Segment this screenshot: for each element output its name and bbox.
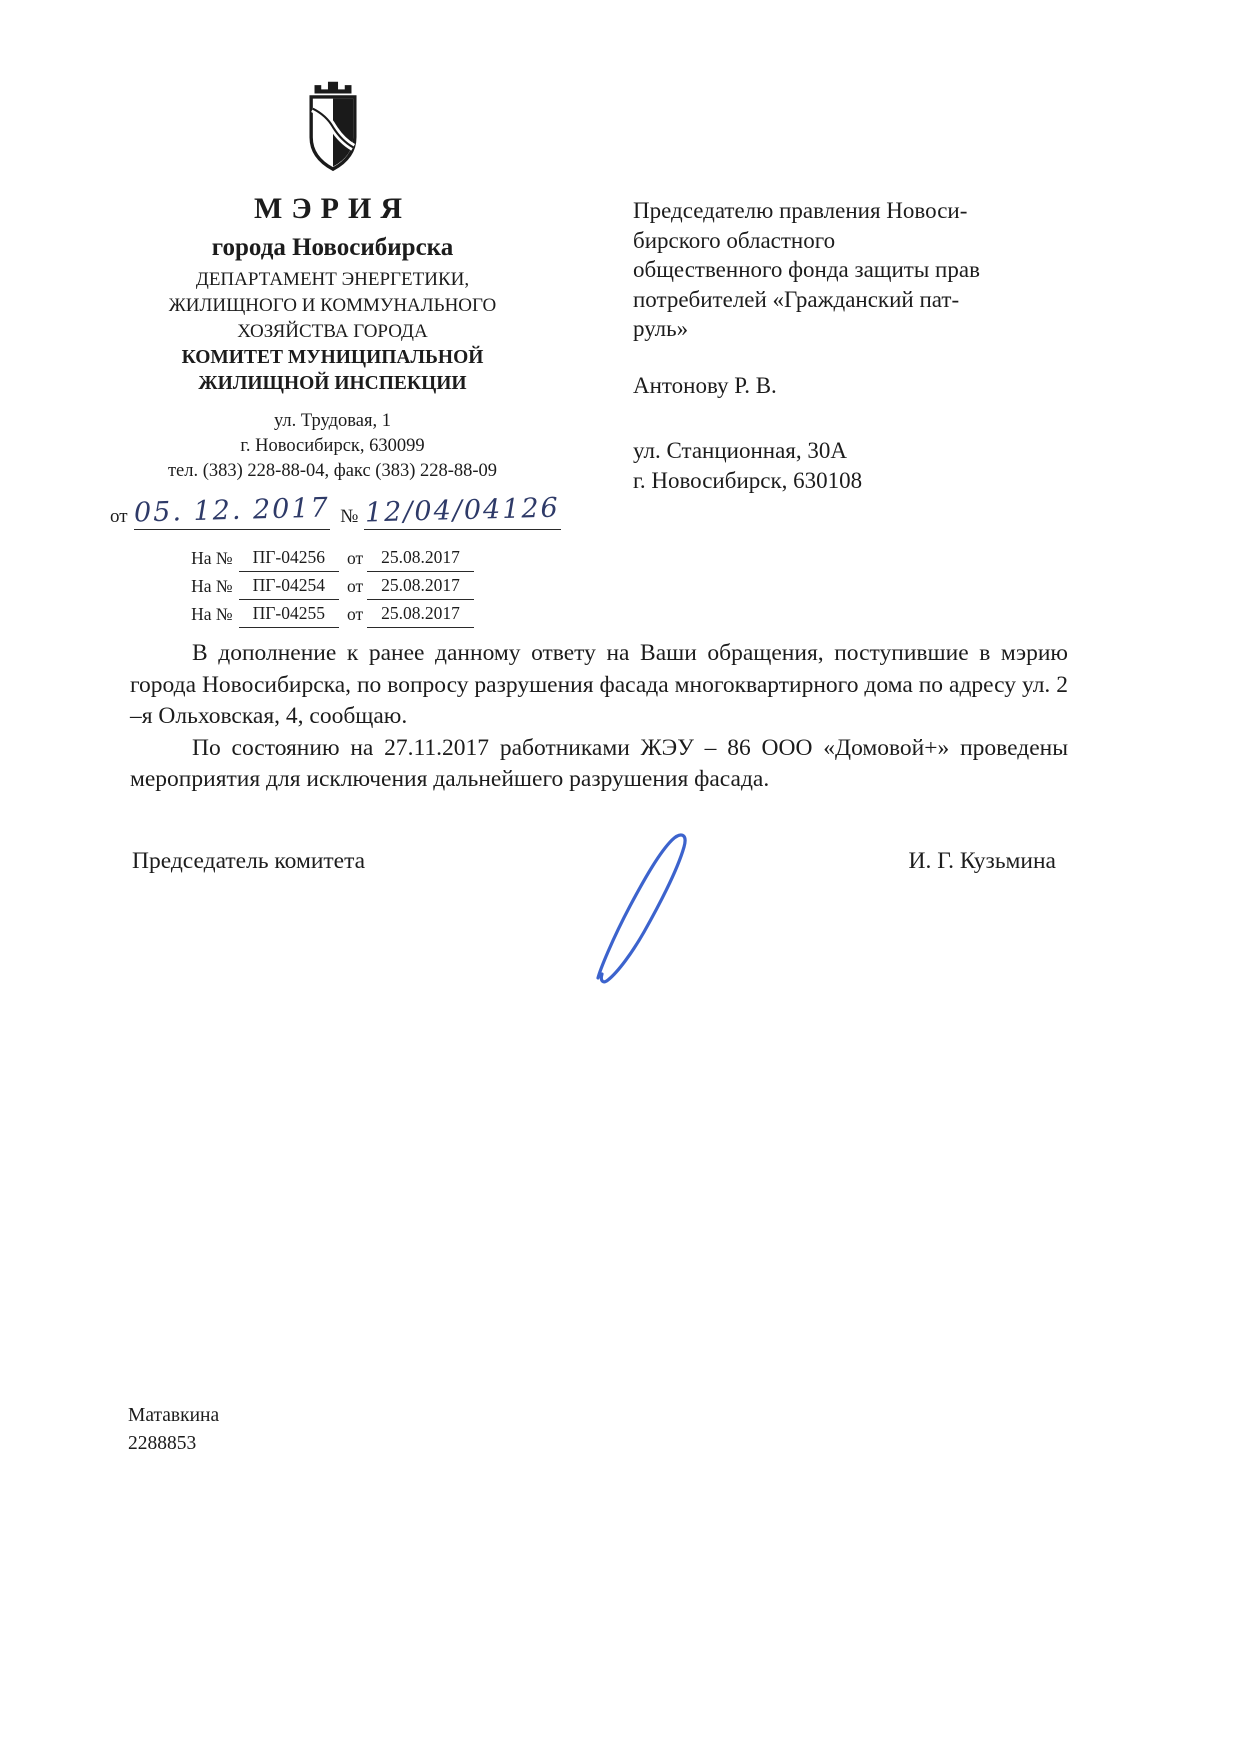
dept-line-1: ДЕПАРТАМЕНТ ЭНЕРГЕТИКИ, bbox=[195, 269, 470, 290]
addressee-city: г. Новосибирск, 630108 bbox=[633, 467, 863, 493]
org-address-block bbox=[100, 409, 565, 484]
executor-name: Матавкина bbox=[128, 1405, 220, 1426]
emblem-wrap bbox=[100, 80, 565, 176]
ref-from-label: от bbox=[346, 548, 364, 568]
ref-from-label: от bbox=[346, 576, 364, 596]
org-address-city: г. Новосибирск, 630099 bbox=[240, 436, 425, 456]
org-name-mayor: МЭРИЯ bbox=[254, 192, 411, 225]
outgoing-date-number-row bbox=[100, 490, 565, 530]
committee-line-2: ЖИЛИЩНОЙ ИНСПЕКЦИИ bbox=[198, 373, 467, 394]
org-phone-fax: тел. (383) 228-88-04, факс (383) 228-88-09 bbox=[167, 461, 498, 481]
ref-number: ПГ-04256 bbox=[239, 544, 339, 572]
ref-date: 25.08.2017 bbox=[367, 600, 474, 628]
executor-block bbox=[128, 1402, 219, 1458]
novosibirsk-coat-of-arms-icon bbox=[291, 80, 375, 176]
addressee-name: Антонову Р. В. bbox=[633, 372, 777, 398]
letter-body bbox=[130, 638, 1068, 796]
addressee-block bbox=[633, 196, 1083, 495]
date-label: от bbox=[110, 506, 128, 527]
letterhead bbox=[100, 80, 565, 628]
executor-phone: 2288853 bbox=[128, 1433, 197, 1454]
addressee-street: ул. Станционная, 30А bbox=[633, 438, 847, 463]
signer-name: И. Г. Кузьмина bbox=[908, 848, 1056, 874]
signer-position: Председатель комитета bbox=[132, 848, 366, 874]
addressee-line-2: бирского областного bbox=[633, 227, 836, 253]
addressee-line-1: Председателю правления Новоси- bbox=[633, 198, 968, 223]
handwritten-number: 12/04/04126 bbox=[364, 492, 561, 529]
reference-row bbox=[100, 544, 565, 572]
reference-row bbox=[100, 572, 565, 600]
ref-number: ПГ-04254 bbox=[239, 572, 339, 600]
addressee-line-3: общественного фонда защиты прав bbox=[633, 257, 980, 282]
reference-row bbox=[100, 600, 565, 628]
ref-date: 25.08.2017 bbox=[367, 544, 474, 572]
org-address-street: ул. Трудовая, 1 bbox=[274, 411, 391, 431]
outgoing-date-field bbox=[133, 492, 331, 530]
ref-number: ПГ-04255 bbox=[239, 600, 339, 628]
dept-line-2: ЖИЛИЩНОГО И КОММУНАЛЬНОГО bbox=[168, 295, 497, 316]
ref-from-label: от bbox=[346, 604, 364, 624]
outgoing-number-field bbox=[364, 492, 561, 530]
ref-label: На № bbox=[191, 604, 233, 624]
dept-line-3: ХОЗЯЙСТВА ГОРОДА bbox=[237, 321, 428, 342]
addressee-line-5: руль» bbox=[633, 316, 689, 341]
body-paragraph-2: По состоянию на 27.11.2017 работниками ЖЭУ – 86 ООО «Домовой+» проведены мероприятия для исключения дальнейшего разрушения фасада. bbox=[130, 734, 1068, 792]
addressee-line-4: потребителей «Гражданский пат- bbox=[633, 286, 960, 312]
ref-label: На № bbox=[191, 576, 233, 596]
body-paragraph-1: В дополнение к ранее данному ответу на Ваши обращения, поступившие в мэрию города Новосибирска, по вопросу разрушения фасада многоквартирного дома по адресу ул. 2 –я Ольховская, 4, сообщаю. bbox=[130, 640, 1068, 729]
number-label: № bbox=[340, 506, 359, 527]
reference-list bbox=[100, 544, 565, 628]
ref-label: На № bbox=[191, 548, 233, 568]
handwritten-date: 05. 12. 2017 bbox=[133, 492, 331, 529]
handwritten-signature bbox=[560, 820, 720, 985]
ref-date: 25.08.2017 bbox=[367, 572, 474, 600]
org-name-city: города Новосибирска bbox=[211, 234, 454, 261]
committee-line-1: КОМИТЕТ МУНИЦИПАЛЬНОЙ bbox=[181, 347, 484, 368]
